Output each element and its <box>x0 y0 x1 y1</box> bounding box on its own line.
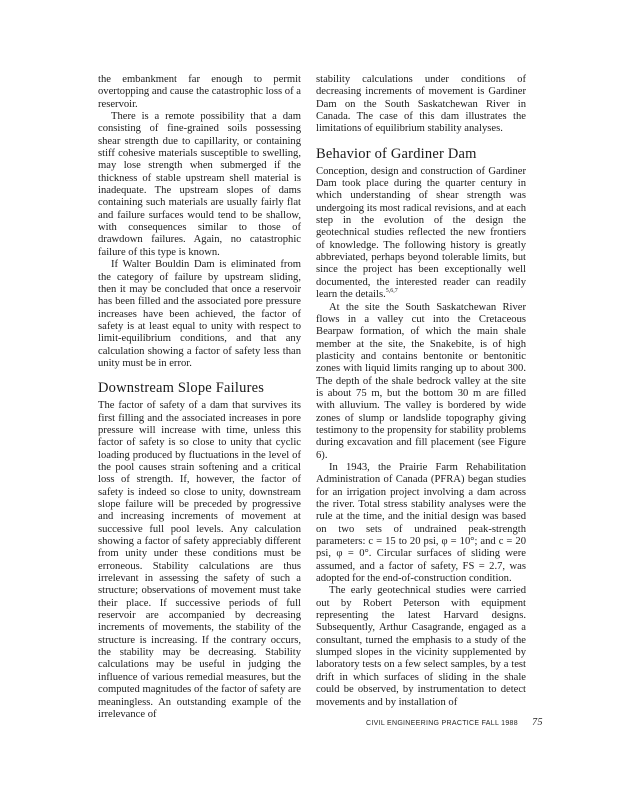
issue-date: FALL 1988 <box>481 720 518 727</box>
section-heading: Behavior of Gardiner Dam <box>316 145 477 162</box>
paragraph: stability calculations under conditions of decreasing increments of movement is Gardiner Dam on the South Saskatchewan River in Canada. The case of this dam illustrates the limitations of equilibrium stability analyses. <box>316 74 526 135</box>
paragraph: If Walter Bouldin Dam is eliminated from the category of failure by upstream sliding, then it may be concluded that once a reservoir has been filled and the associated pore pressure increases have been achieved, the factor of safety is at least equal to unity with respect to limit-equilibrium conditions, and that any calculation showing a factor of safety less than unity must be in error. <box>98 259 301 369</box>
section-heading: Downstream Slope Failures <box>98 380 265 397</box>
left-column <box>98 74 301 721</box>
paragraph: In 1943, the Prairie Farm Rehabilitation Administration of Canada (PFRA) began studies for an irrigation project involving a dam across the river. Total stress stability analyses were the rule at the time, and the initial design was based on two sets of undrained peak-strength parameters: c = 15 to 20 psi, φ = 10°; and c = 20 psi, φ = 0°. Circular surfaces of sliding were assumed, and a factor of safety, FS = 2.7, was adopted for the end-of-construction condition. <box>316 461 526 585</box>
paragraph <box>316 166 526 302</box>
paragraph: At the site the South Saskatchewan River flows in a valley cut into the Cretaceous Bearpaw formation, of which the main shale member at the site, the Snakebite, is of high plasticity and contains bentonite or bentonitic zones with liquid limits ranging up to about 300. The depth of the shale bedrock valley at the site is about 75 m, but the bottom 30 m are filled with alluvium. The valley is bordered by wide zones of slump or landslide topography giving testimony to the propensity for stability problems during excavation and fill placement (see Figure 6). <box>316 301 526 461</box>
paragraph: The factor of safety of a dam that survives its first filling and the associated increases in pore pressure will increase with time, unless this factor of safety is so close to unity that cyclic loading produced by fluctuations in the level of the pool causes strain softening and a critical loss of strength. If, however, the factor of safety is indeed so close to unity, downstream slope failure will be preceded by progressive and increasing increments of movement at successive full pool levels. Any calculation showing a factor of safety appreciably different from unity under these conditions must be erroneous. Stability calculations are thus irrelevant in assessing the safety of such a structure; observations of movement must take their place. If successive periods of full reservoir are accompanied by decreasing increments of movements, the stability of the structure is increasing. If the contrary occurs, the stability may be decreasing. Stability calculations may be useful in judging the influence of various remedial measures, but the computed magnitudes of the factor of safety are meaningless. An outstanding example of the irrelevance of <box>98 400 301 720</box>
paragraph: There is a remote possibility that a dam consisting of fine-grained soils possessing shear strength due to capillarity, or containing stiff cohesive materials susceptible to swelling, may lose strength when submerged if the thickness of stable upstream shell material is inadequate. The upstream slopes of dams containing such materials are usually fairly flat and failure surfaces would tend to be shallow, with consequences similar to those of drawdown failures. Again, no catastrophic failure of this type is known. <box>98 111 301 258</box>
paragraph: the embankment far enough to permit overtopping and cause the catastrophic loss of a reservoir. <box>98 74 301 110</box>
right-column <box>316 74 526 709</box>
paragraph: The early geotechnical studies were carried out by Robert Peterson with equipment representing the latest Harvard designs. Subsequently, Arthur Casagrande, engaged as a consultant, turned the emphasis to a study of the slumped slopes in the vicinity supplemented by laboratory tests on a few select samples, by a test drift in which surfaces of sliding in the shale could be observed, by instrumentation to detect movements and by installation of <box>316 585 526 708</box>
page-number: 75 <box>532 717 543 728</box>
page-footer <box>366 717 543 728</box>
reference-superscript: 5,6,7 <box>385 288 398 295</box>
paragraph-text: Conception, design and construction of Gardiner Dam took place during the quarter century in which understanding of shear strength was undergoing its most radical revisions, and at each step in the evolution of the design the geotechnical studies reflected the new frontiers of knowledge. The following history is greatly abbreviated, perhaps beyond tolerable limits, but since the project has been exceptionally well documented, the interested reader can readily learn the details. <box>316 165 526 301</box>
journal-name: CIVIL ENGINEERING PRACTICE <box>366 720 480 727</box>
